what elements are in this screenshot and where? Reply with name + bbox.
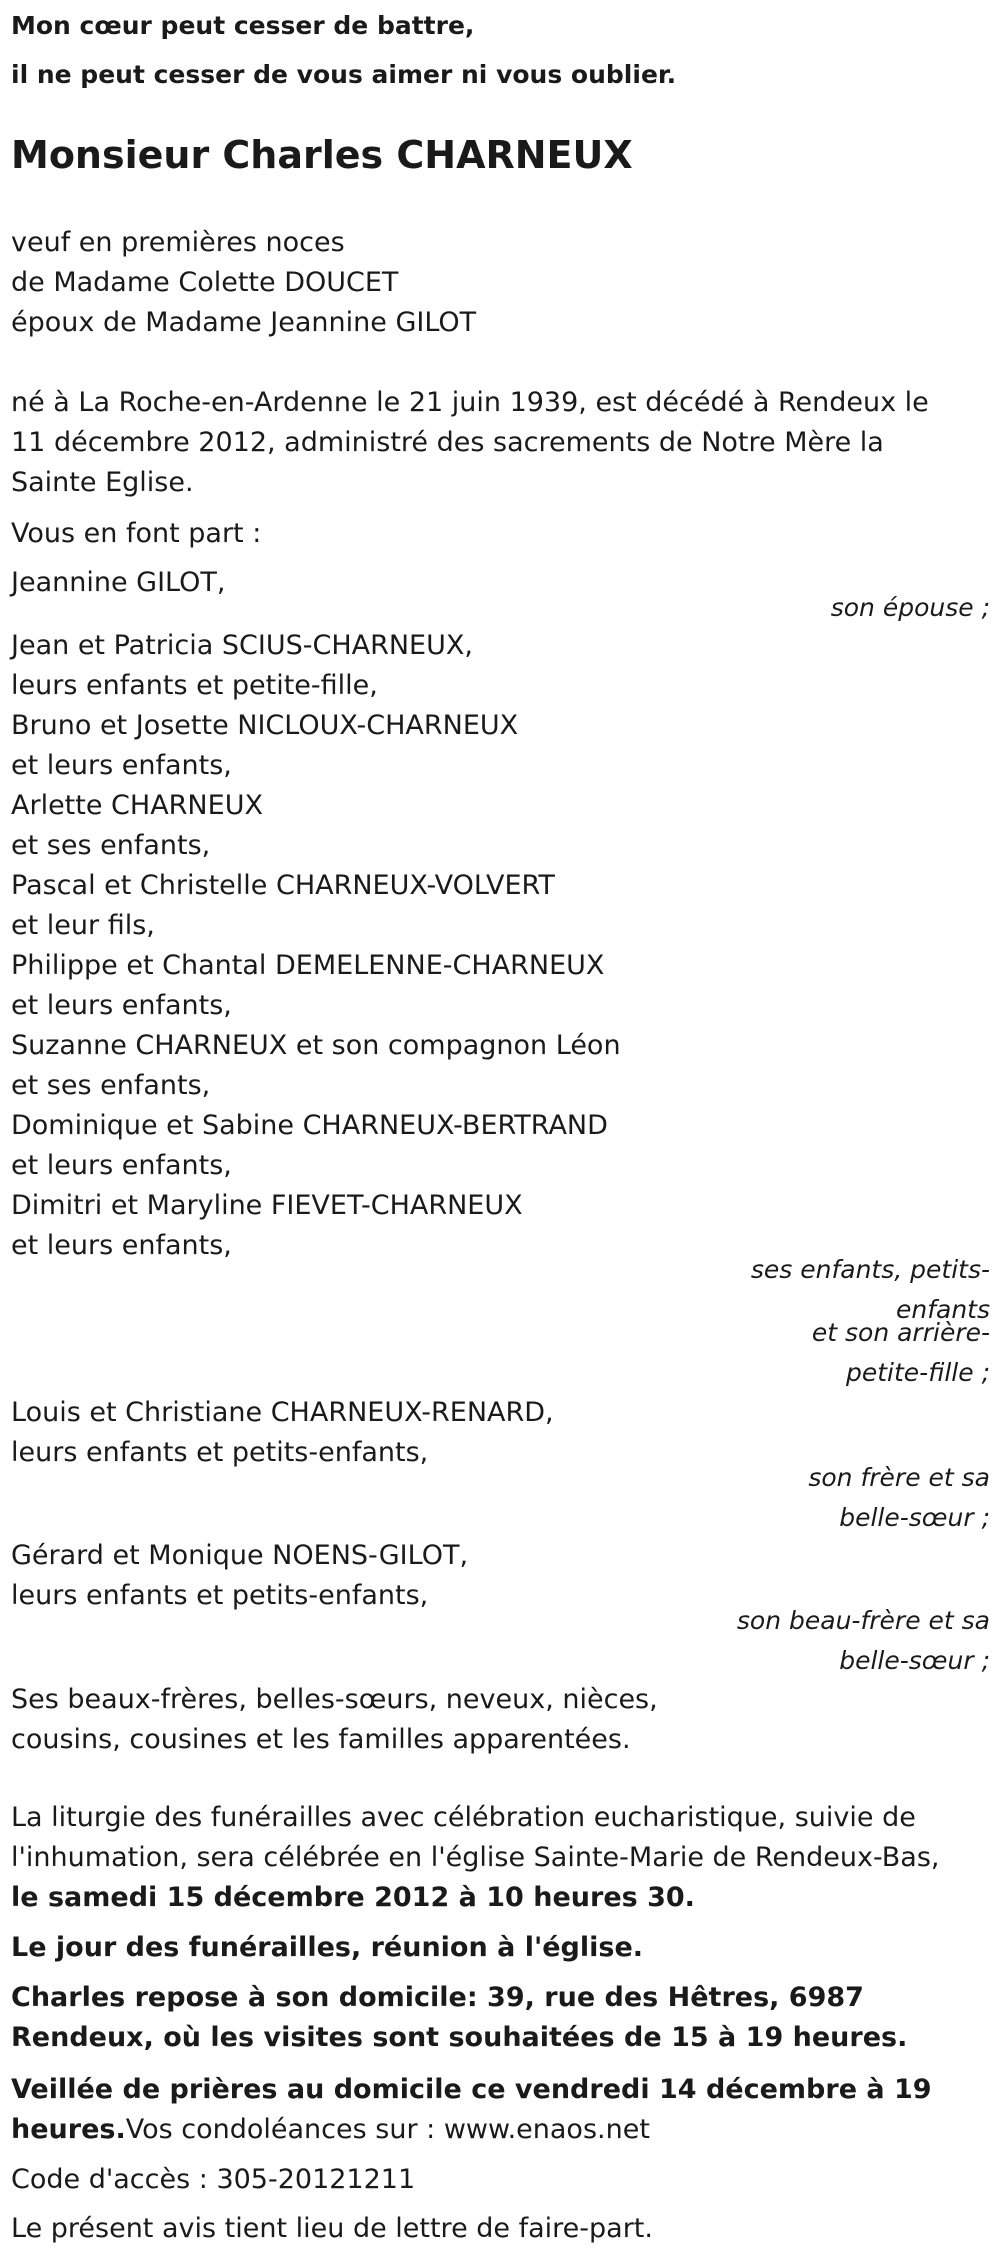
children-line: et leurs enfants, (11, 750, 232, 781)
quote-line-2: il ne peut cesser de vous aimer ni vous oublier. (11, 60, 677, 89)
children-line: Dimitri et Maryline FIEVET-CHARNEUX (11, 1190, 523, 1221)
inlaw-line-1: Gérard et Monique NOENS-GILOT, (11, 1540, 469, 1571)
extended-family: Ses beaux-frères, belles-sœurs, neveux, nièces, cousins, cousines et les familles apparentées. (11, 1684, 658, 1755)
notice-line: Le présent avis tient lieu de lettre de faire-part. (11, 2213, 653, 2244)
vigil-text: Veillée de prières au domicile ce vendredi 14 décembre à 19 heures. (11, 2074, 932, 2145)
liturgy-text: La liturgie des funérailles avec célébration eucharistique, suivie de l'inhumation, sera célébrée en l'église Sainte-Marie de Rendeux-Bas, (11, 1802, 940, 1873)
children-line: Philippe et Chantal DEMELENNE-CHARNEUX (11, 950, 605, 981)
brother-line-2: leurs enfants et petits-enfants, (11, 1437, 429, 1468)
children-line: Arlette CHARNEUX (11, 790, 263, 821)
children-line: et leurs enfants, (11, 1230, 232, 1261)
status-line-3: époux de Madame Jeannine GILOT (11, 307, 477, 338)
children-line: et leur fils, (11, 910, 155, 941)
spouse-name: Jeannine GILOT, (11, 567, 226, 598)
meeting-line: Le jour des funérailles, réunion à l'église. (11, 1932, 644, 1963)
children-line: Pascal et Christelle CHARNEUX-VOLVERT (11, 870, 555, 901)
status-line-2: de Madame Colette DOUCET (11, 267, 399, 298)
quote-line-1: Mon cœur peut cesser de battre, (11, 11, 475, 40)
children-relation-1: ses enfants, petits-enfants (750, 1255, 990, 1324)
children-line: et ses enfants, (11, 1070, 211, 1101)
deceased-name: Monsieur Charles CHARNEUX (11, 133, 633, 177)
brother-relation: son frère et sa belle-sœur ; (808, 1463, 990, 1532)
children-line: et leurs enfants, (11, 990, 232, 1021)
inlaw-line-2: leurs enfants et petits-enfants, (11, 1580, 429, 1611)
spouse-relation: son épouse ; (830, 593, 990, 622)
children-line: leurs enfants et petite-fille, (11, 670, 378, 701)
children-line: Dominique et Sabine CHARNEUX-BERTRAND (11, 1110, 608, 1141)
inlaw-relation: son beau-frère et sa belle-sœur ; (736, 1606, 990, 1675)
access-code: Code d'accès : 305-20121211 (11, 2164, 416, 2195)
children-line: Bruno et Josette NICLOUX-CHARNEUX (11, 710, 519, 741)
children-relation-2: et son arrière-petite-fille ; (811, 1318, 990, 1387)
vigil-paragraph (11, 2070, 971, 2150)
liturgy-paragraph (11, 1798, 971, 1918)
children-line: et ses enfants, (11, 830, 211, 861)
children-line: Suzanne CHARNEUX et son compagnon Léon (11, 1030, 621, 1061)
brother-line-1: Louis et Christiane CHARNEUX-RENARD, (11, 1397, 554, 1428)
liturgy-date: le samedi 15 décembre 2012 à 10 heures 30. (11, 1882, 695, 1913)
birth-death-paragraph: né à La Roche-en-Ardenne le 21 juin 1939, est décédé à Rendeux le 11 décembre 2012, administré des sacrements de Notre Mère la Sainte Eglise. (11, 387, 929, 498)
status-line-1: veuf en premières noces (11, 227, 345, 258)
rest-paragraph: Charles repose à son domicile: 39, rue des Hêtres, 6987 Rendeux, où les visites sont souhaitées de 15 à 19 heures. (11, 1982, 908, 2053)
announce-line: Vous en font part : (11, 518, 262, 549)
children-line: et leurs enfants, (11, 1150, 232, 1181)
condolences-text: Vos condoléances sur : www.enaos.net (125, 2114, 650, 2145)
children-line: Jean et Patricia SCIUS-CHARNEUX, (11, 630, 473, 661)
